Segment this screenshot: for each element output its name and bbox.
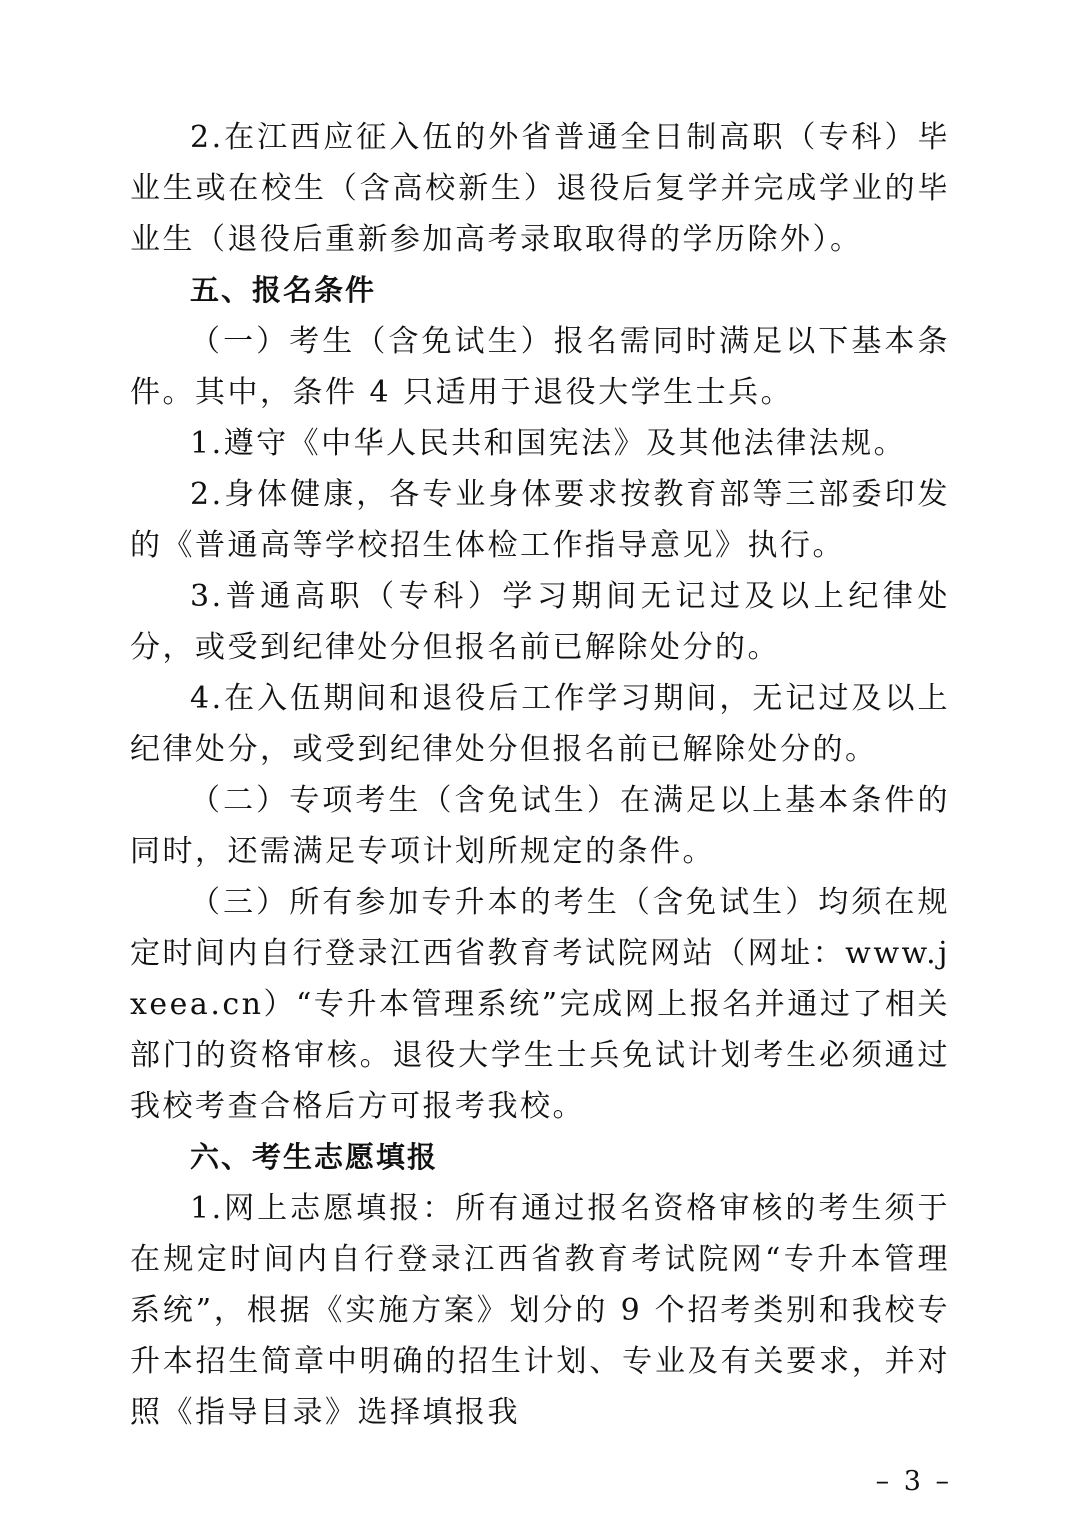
section-heading-registration-conditions: 五、报名条件 <box>190 273 377 307</box>
paragraph-condition-2: 2.身体健康，各专业身体要求按教育部等三部委印发的《普通高等学校招生体检工作指导意见》执行。 <box>130 477 950 563</box>
page-number: – 3 – <box>875 1466 952 1497</box>
section-heading-volunteer-filling: 六、考生志愿填报 <box>190 1140 439 1174</box>
paragraph-online-registration: （三）所有参加专升本的考生（含免试生）均须在规定时间内自行登录江西省教育考试院网站（网址：www.jxeea.cn）“专升本管理系统”完成网上报名并通过了相关部门的资格审核。退役大学生士兵免试计划考生必须通过我校考查合格后方可报考我校。 <box>130 885 950 1124</box>
paragraph-condition-3: 3.普通高职（专科）学习期间无记过及以上纪律处分，或受到纪律处分但报名前已解除处分的。 <box>130 579 950 665</box>
paragraph-condition-4: 4.在入伍期间和退役后工作学习期间，无记过及以上纪律处分，或受到纪律处分但报名前已解除处分的。 <box>130 681 950 767</box>
paragraph-basic-conditions-intro: （一）考生（含免试生）报名需同时满足以下基本条件。其中，条件 4 只适用于退役大学生士兵。 <box>130 324 950 410</box>
paragraph-special-candidates: （二）专项考生（含免试生）在满足以上基本条件的同时，还需满足专项计划所规定的条件。 <box>130 783 950 869</box>
paragraph-online-volunteer-filling: 1.网上志愿填报：所有通过报名资格审核的考生须于在规定时间内自行登录江西省教育考试院网“专升本管理系统”，根据《实施方案》划分的 9 个招考类别和我校专升本招生简章中明确的招生计划、专业及有关要求，并对照《指导目录》选择填报我 <box>130 1191 950 1430</box>
document-body <box>130 112 950 1438</box>
paragraph-item-2-retired-graduates: 2.在江西应征入伍的外省普通全日制高职（专科）毕业生或在校生（含高校新生）退役后复学并完成学业的毕业生（退役后重新参加高考录取取得的学历除外）。 <box>130 120 950 257</box>
paragraph-condition-1: 1.遵守《中华人民共和国宪法》及其他法律法规。 <box>190 426 907 461</box>
